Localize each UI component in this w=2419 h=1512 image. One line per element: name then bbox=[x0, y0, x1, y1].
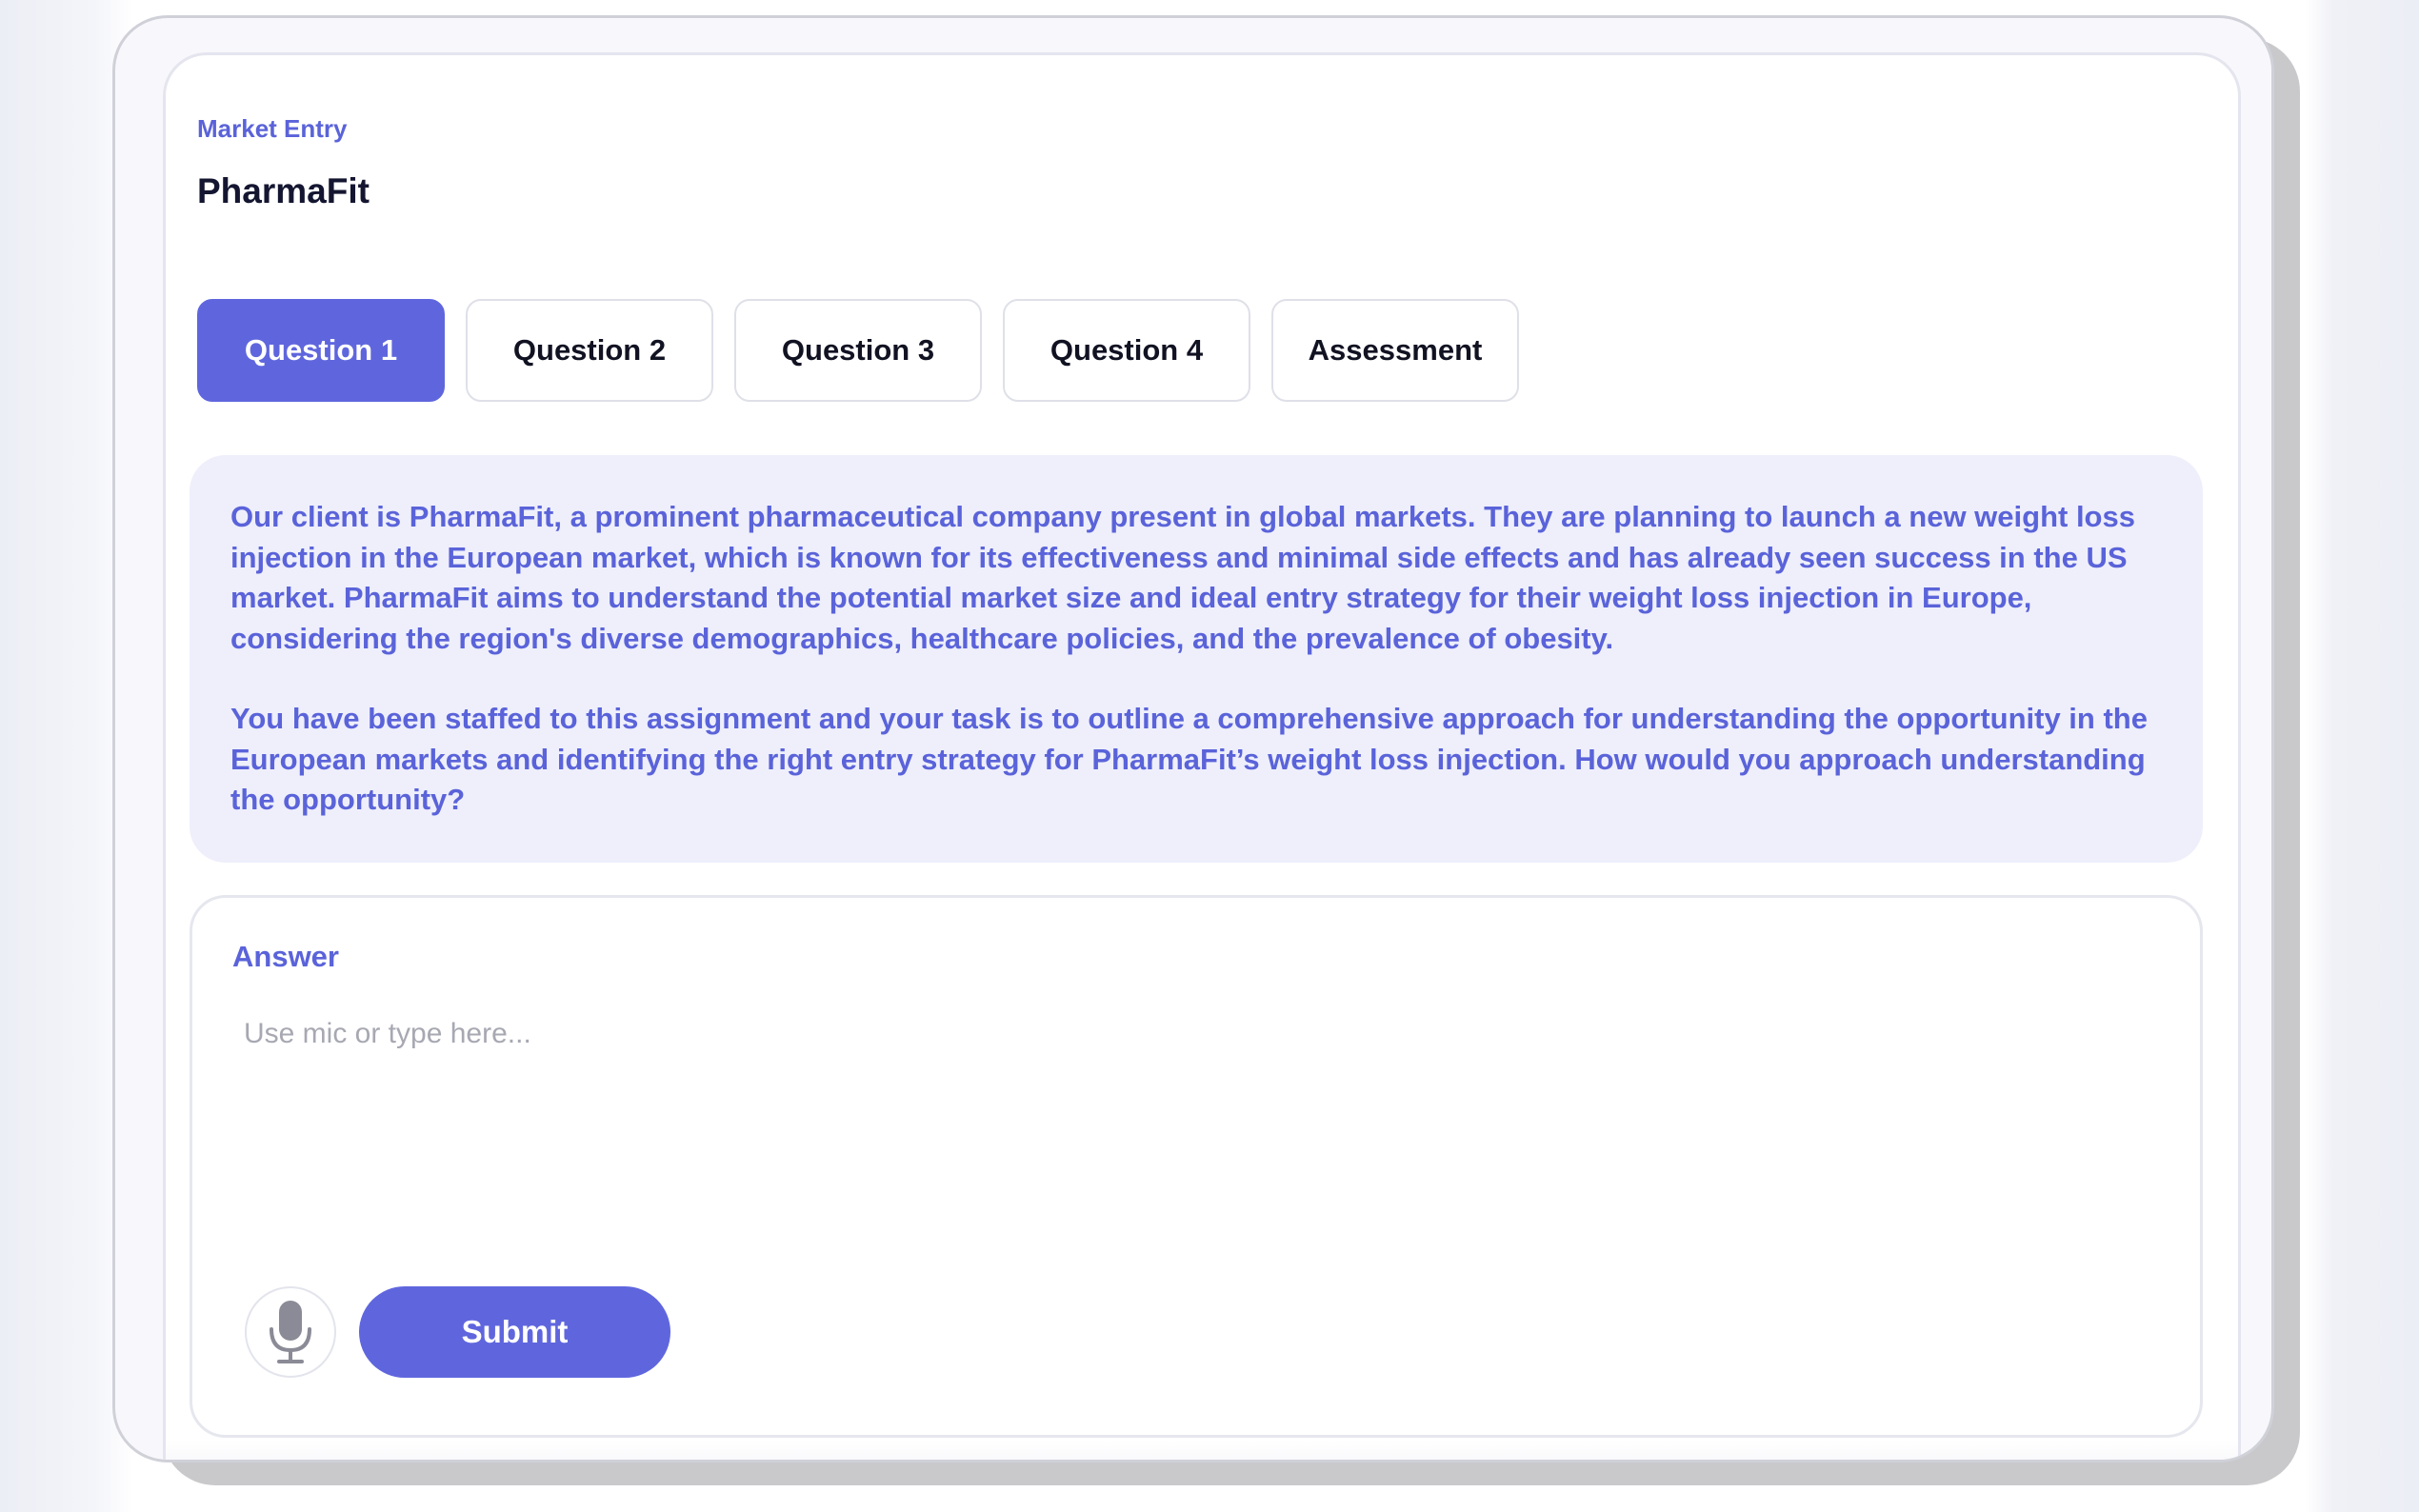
page-title: PharmaFit bbox=[197, 171, 370, 210]
answer-input[interactable] bbox=[230, 1012, 2162, 1214]
tab-question-2[interactable]: Question 2 bbox=[466, 299, 713, 402]
prompt-paragraph-task: You have been staffed to this assignment and your task is to outline a comprehensive approach for understanding the opportunity in the European markets and identifying the right entry strategy for PharmaFit’s weight loss injection. How would you approach understanding the opportunity? bbox=[230, 702, 2148, 816]
bottom-fade bbox=[166, 1440, 2238, 1462]
question-prompt bbox=[190, 455, 2203, 863]
tab-assessment[interactable]: Assessment bbox=[1271, 299, 1519, 402]
question-tabs bbox=[197, 299, 1519, 402]
tab-question-4[interactable]: Question 4 bbox=[1003, 299, 1250, 402]
answer-label: Answer bbox=[232, 940, 339, 973]
mic-button[interactable] bbox=[245, 1286, 336, 1378]
microphone-icon bbox=[266, 1299, 315, 1365]
tab-question-1[interactable]: Question 1 bbox=[197, 299, 445, 402]
prompt-paragraph-context: Our client is PharmaFit, a prominent pharmaceutical company present in global markets. They are planning to launch a new weight loss injection in the European market, which is known for its effectiveness and minimal side effects and has already seen success in the US market. PharmaFit aims to understand the potential market size and ideal entry strategy for their weight loss injection in Europe, considering the region's diverse demographics, healthcare policies, and the prevalence of obesity. bbox=[230, 500, 2135, 655]
tab-question-3[interactable]: Question 3 bbox=[734, 299, 982, 402]
case-category: Market Entry bbox=[197, 114, 348, 143]
submit-button[interactable]: Submit bbox=[359, 1286, 670, 1378]
case-card bbox=[163, 52, 2241, 1462]
answer-panel bbox=[190, 895, 2203, 1438]
device-frame bbox=[112, 15, 2274, 1462]
